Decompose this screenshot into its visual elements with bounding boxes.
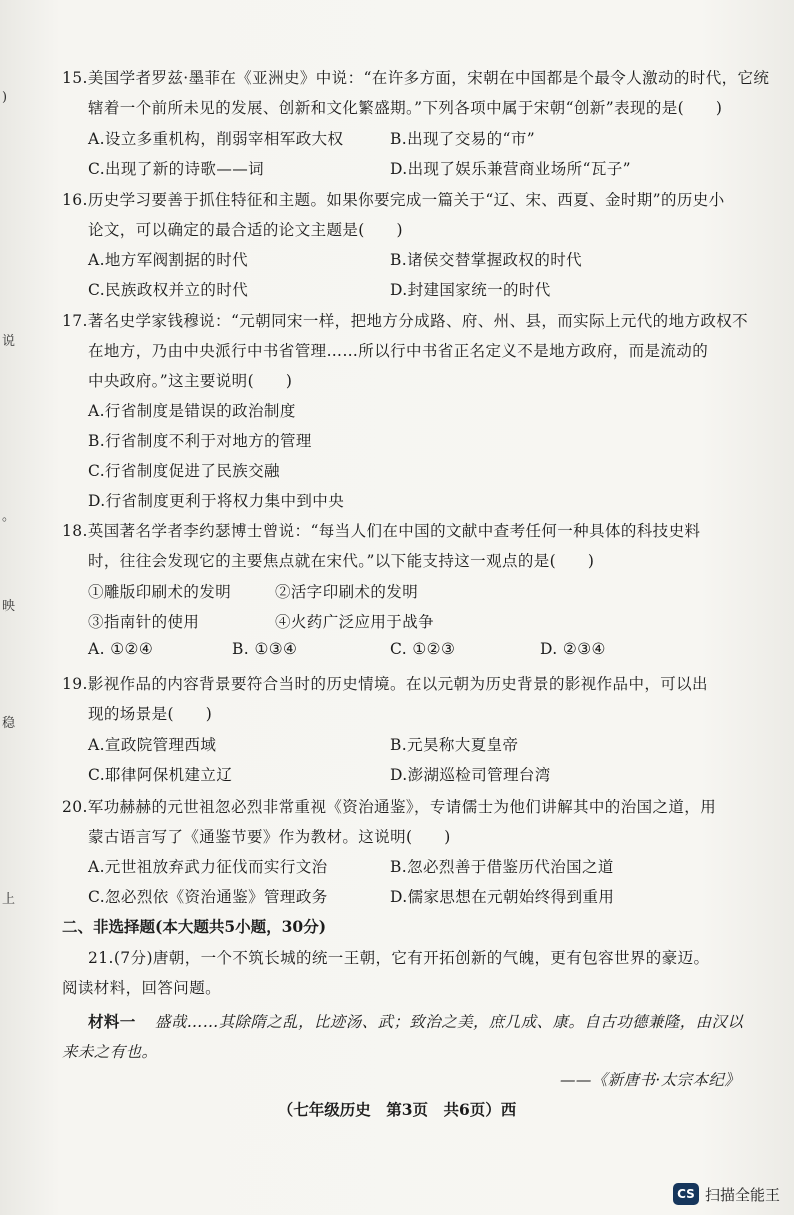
q18-option-c: C. ①②③ (390, 640, 456, 658)
q20-option-c: C.忽必烈依《资治通鉴》管理政务 (88, 888, 328, 906)
q17-option-c: C.行省制度促进了民族交融 (88, 462, 280, 480)
question-18-text: 18.英国著名学者李约瑟博士曾说：“每当人们在中国的文献中查考任何一种具体的科技史料 (62, 522, 701, 540)
q16-option-d: D.封建国家统一的时代 (390, 281, 551, 299)
scanner-watermark (673, 1183, 780, 1205)
margin-fragment: 稳 (2, 716, 16, 731)
margin-fragment: 。 (2, 509, 16, 524)
question-15-text-cont: 辖着一个前所未见的发展、创新和文化繁盛期。”下列各项中属于宋朝“创新”表现的是( ) (88, 99, 723, 117)
question-16-text: 16.历史学习要善于抓住特征和主题。如果你要完成一篇关于“辽、宋、西夏、金时期”的历史小 (62, 191, 725, 209)
q15-option-b: B.出现了交易的“市” (390, 130, 536, 148)
q16-option-c: C.民族政权并立的时代 (88, 281, 249, 299)
question-17-text-cont2: 中央政府。”这主要说明( ) (88, 372, 293, 390)
question-20-text: 20.军功赫赫的元世祖忽必烈非常重视《资治通鉴》，专请儒士为他们讲解其中的治国之道，用 (62, 798, 717, 816)
q15-option-a: A.设立多重机构，削弱宰相军政大权 (88, 130, 344, 148)
q20-option-d: D.儒家思想在元朝始终得到重用 (390, 888, 615, 906)
material-text-cont: 来未之有也。 (62, 1043, 158, 1061)
q19-option-b: B.元昊称大夏皇帝 (390, 736, 519, 754)
q17-option-d: D.行省制度更利于将权力集中到中央 (88, 492, 345, 510)
q19-option-a: A.宣政院管理西域 (88, 736, 217, 754)
material-label: 材料一 (88, 1012, 136, 1031)
q17-option-a: A.行省制度是错误的政治制度 (88, 402, 296, 420)
material-text: 盛哉……其除隋之乱，比迹汤、武；致治之美，庶几成、康。自古功德兼隆，由汉以 (155, 1013, 744, 1031)
q19-option-d: D.澎湖巡检司管理台湾 (390, 766, 551, 784)
q15-option-c: C.出现了新的诗歌——词 (88, 160, 265, 178)
q18-option-b: B. ①③④ (232, 640, 298, 658)
question-19-text-cont: 现的场景是( ) (88, 705, 213, 723)
q16-option-a: A.地方军阀割据的时代 (88, 251, 249, 269)
question-15-text: 15.美国学者罗兹·墨菲在《亚洲史》中说：“在许多方面，宋朝在中国都是个最令人激动的时代，它统 (62, 69, 770, 87)
question-17-text: 17.著名史学家钱穆说：“元朝同宋一样，把地方分成路、府、州、县，而实际上元代的地方政权不 (62, 312, 749, 330)
question-18-text-cont: 时，往往会发现它的主要焦点就在宋代。”以下能支持这一观点的是( ) (88, 552, 595, 570)
q18-option-d: D. ②③④ (540, 640, 606, 658)
q18-option-a: A. ①②④ (88, 640, 154, 658)
question-16-text-cont: 论文，可以确定的最合适的论文主题是( ) (88, 221, 403, 239)
q18-item-2: ②活字印刷术的发明 (275, 583, 419, 601)
margin-fragment: 上 (2, 892, 16, 907)
camscanner-logo-icon: CS (673, 1183, 699, 1205)
q16-option-b: B.诸侯交替掌握政权的时代 (390, 251, 583, 269)
question-21-text-cont: 阅读材料，回答问题。 (62, 979, 222, 997)
scanner-label: 扫描全能王 (704, 1185, 780, 1204)
question-20-text-cont: 蒙古语言写了《通鉴节要》作为教材。这说明( ) (88, 828, 451, 846)
q17-option-b: B.行省制度不利于对地方的管理 (88, 432, 312, 450)
q18-item-3: ③指南针的使用 (88, 613, 200, 631)
q20-option-b: B.忽必烈善于借鉴历代治国之道 (390, 858, 614, 876)
q18-item-1: ①雕版印刷术的发明 (88, 583, 232, 601)
page-footer: （七年级历史 第3页 共6页）西 (277, 1100, 517, 1119)
margin-fragment: 映 (2, 599, 16, 614)
material-source: ——《新唐书·太宗本纪》 (560, 1071, 741, 1089)
margin-fragment: 说 (2, 334, 16, 349)
margin-fragment: ) (2, 90, 8, 105)
q18-item-4: ④火药广泛应用于战争 (275, 613, 435, 631)
question-19-text: 19.影视作品的内容背景要符合当时的历史情境。在以元朝为历史背景的影视作品中，可以出 (62, 675, 708, 693)
question-21-text: 21.(7分)唐朝，一个不筑长城的统一王朝，它有开拓创新的气魄，更有包容世界的豪迈。 (88, 949, 710, 967)
q15-option-d: D.出现了娱乐兼营商业场所“瓦子” (390, 160, 631, 178)
section-2-title: 二、非选择题(本大题共5小题，30分) (62, 917, 327, 936)
q19-option-c: C.耶律阿保机建立辽 (88, 766, 233, 784)
q20-option-a: A.元世祖放弃武力征伐而实行文治 (88, 858, 328, 876)
question-17-text-cont: 在地方，乃由中央派行中书省管理……所以行中书省正名定义不是地方政府，而是流动的 (88, 342, 709, 360)
